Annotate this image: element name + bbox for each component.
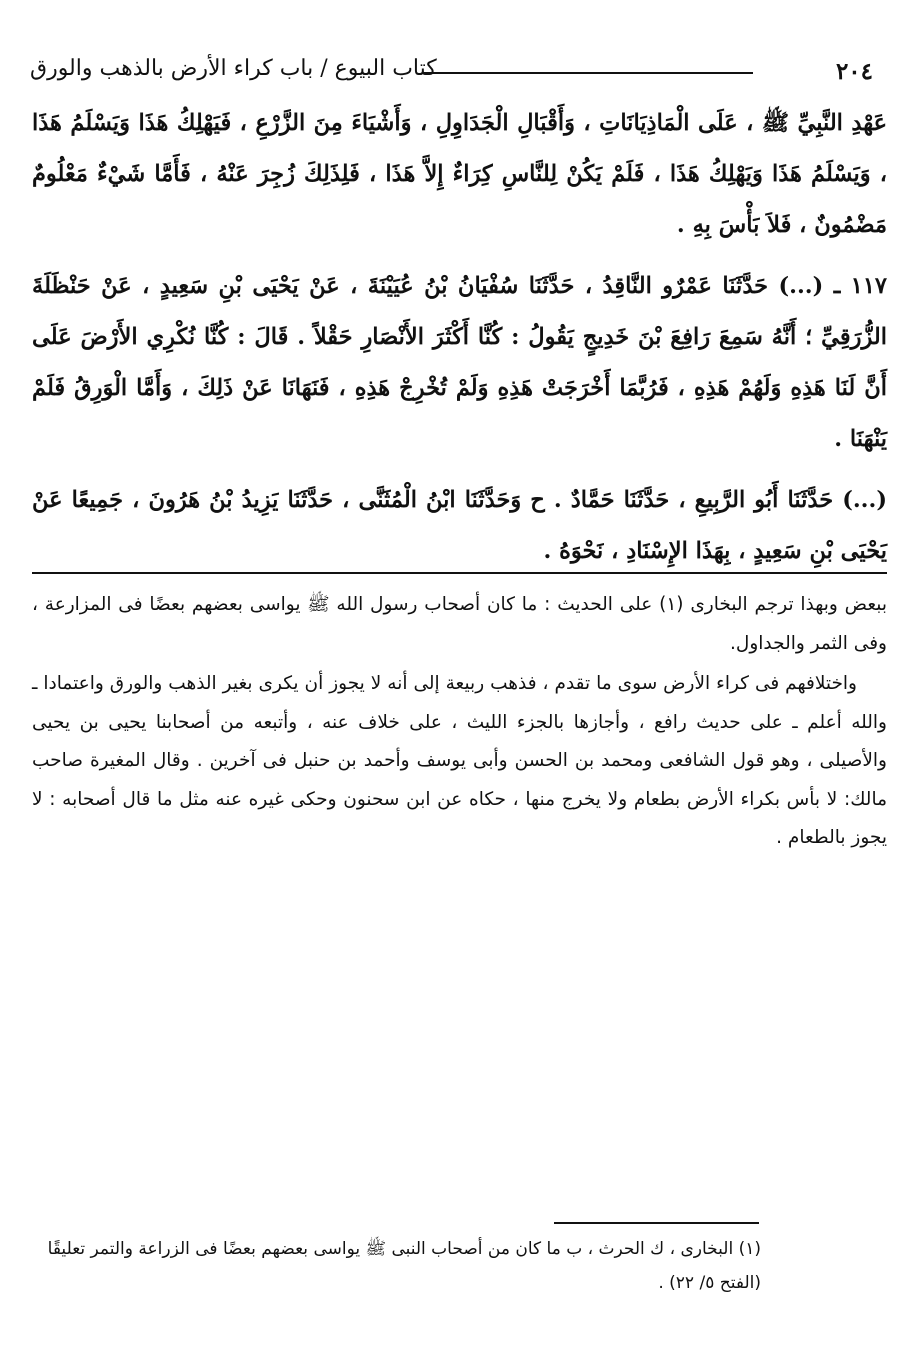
- running-title: كتاب البيوع / باب كراء الأرض بالذهب والورق: [30, 56, 437, 81]
- footnote-line-2: (الفتح ٥/ ٢٢) .: [658, 1273, 761, 1293]
- header-rule: [423, 72, 753, 74]
- commentary-paragraph-1: ببعض وبهذا ترجم البخارى (١) على الحديث : ما كان أصحاب رسول الله ﷺ يواسى بعضهم بعضًا فى المزارعة ، وفى الثمر والجداول.: [32, 594, 887, 654]
- hadith-paragraph-117: ١١٧ ـ (...) حَدَّثَنَا عَمْرٌو النَّاقِدُ ، حَدَّثَنَا سُفْيَانُ بْنُ عُيَيْنَةَ ، عَنْ يَحْيَى بْنِ سَعِيدٍ ، عَنْ حَنْظَلَةَ الزُّرَقِيِّ ؛ أَنَّهُ سَمِعَ رَافِعَ بْنَ خَدِيجٍ يَقُولُ : كُنَّا أَكْثَرَ الأَنْصَارِ حَقْلاً . قَالَ : كُنَّا نُكْرِي الأَرْضَ عَلَى أَنَّ لَنَا هَذِهِ وَلَهُمْ هَذِهِ ، فَرُبَّمَا أَخْرَجَتْ هَذِهِ وَلَمْ تُخْرِجْ هَذِهِ ، فَنَهَانَا عَنْ ذَلِكَ ، وَأَمَّا الْوَرِقُ فَلَمْ يَنْهَنَا .: [32, 273, 887, 452]
- commentary-paragraph-2: واختلافهم فى كراء الأرض سوى ما تقدم ، فذهب ربيعة إلى أنه لا يجوز أن يكرى بغير الذهب والورق واعتمادا ـ والله أعلم ـ على حديث رافع ، وأجازها بالجزء الليث ، على خلاف عنه ، وأتبعه من أصحابنا يحيى بن يحيى والأصيلى ، وهو قول الشافعى ومحمد بن الحسن وأبى يوسف وأحمد بن حنبل فى آخرين . وقال المغيرة صاحب مالك: لا بأس بكراء الأرض بطعام ولا يخرج منها ، حكاه عن ابن سحنون وحكى غيره عنه مثل ما قال أصحابه : لا يجوز بالطعام .: [32, 673, 887, 848]
- footnote-divider: [554, 1222, 759, 1224]
- section-divider: [32, 572, 887, 574]
- footnote-line-1: (١) البخارى ، ك الحرث ، ب ما كان من أصحاب النبى ﷺ يواسى بعضهم بعضًا فى الزراعة والتمر تعليقًا: [47, 1239, 761, 1259]
- commentary-text: [32, 586, 887, 858]
- page-number: ٢٠٤: [835, 58, 873, 85]
- footnote: [30, 1232, 761, 1300]
- page-header: [30, 54, 873, 94]
- hadith-paragraph-3: (...) حَدَّثَنَا أَبُو الرَّبِيعِ ، حَدَّثَنَا حَمَّادٌ . ح وَحَدَّثَنَا ابْنُ الْمُثَنَّى ، حَدَّثَنَا يَزِيدُ بْنُ هَرُونَ ، جَمِيعًا عَنْ يَحْيَى بْنِ سَعِيدٍ ، بِهَذَا الإِسْنَادِ ، نَحْوَهُ .: [32, 487, 887, 564]
- hadith-paragraph-1: عَهْدِ النَّبِيِّ ﷺ ، عَلَى الْمَاذِيَانَاتِ ، وَأَقْبَالِ الْجَدَاوِلِ ، وَأَشْيَاءَ مِنَ الزَّرْعِ ، فَيَهْلِكُ هَذَا وَيَسْلَمُ هَذَا ، وَيَسْلَمُ هَذَا وَيَهْلِكُ هَذَا ، فَلَمْ يَكُنْ لِلنَّاسِ كِرَاءٌ إِلاَّ هَذَا ، فَلِذَلِكَ زُجِرَ عَنْهُ ، فَأَمَّا شَيْءٌ مَعْلُومٌ مَضْمُونٌ ، فَلاَ بَأْسَ بِهِ .: [32, 110, 887, 238]
- hadith-text: [32, 98, 887, 577]
